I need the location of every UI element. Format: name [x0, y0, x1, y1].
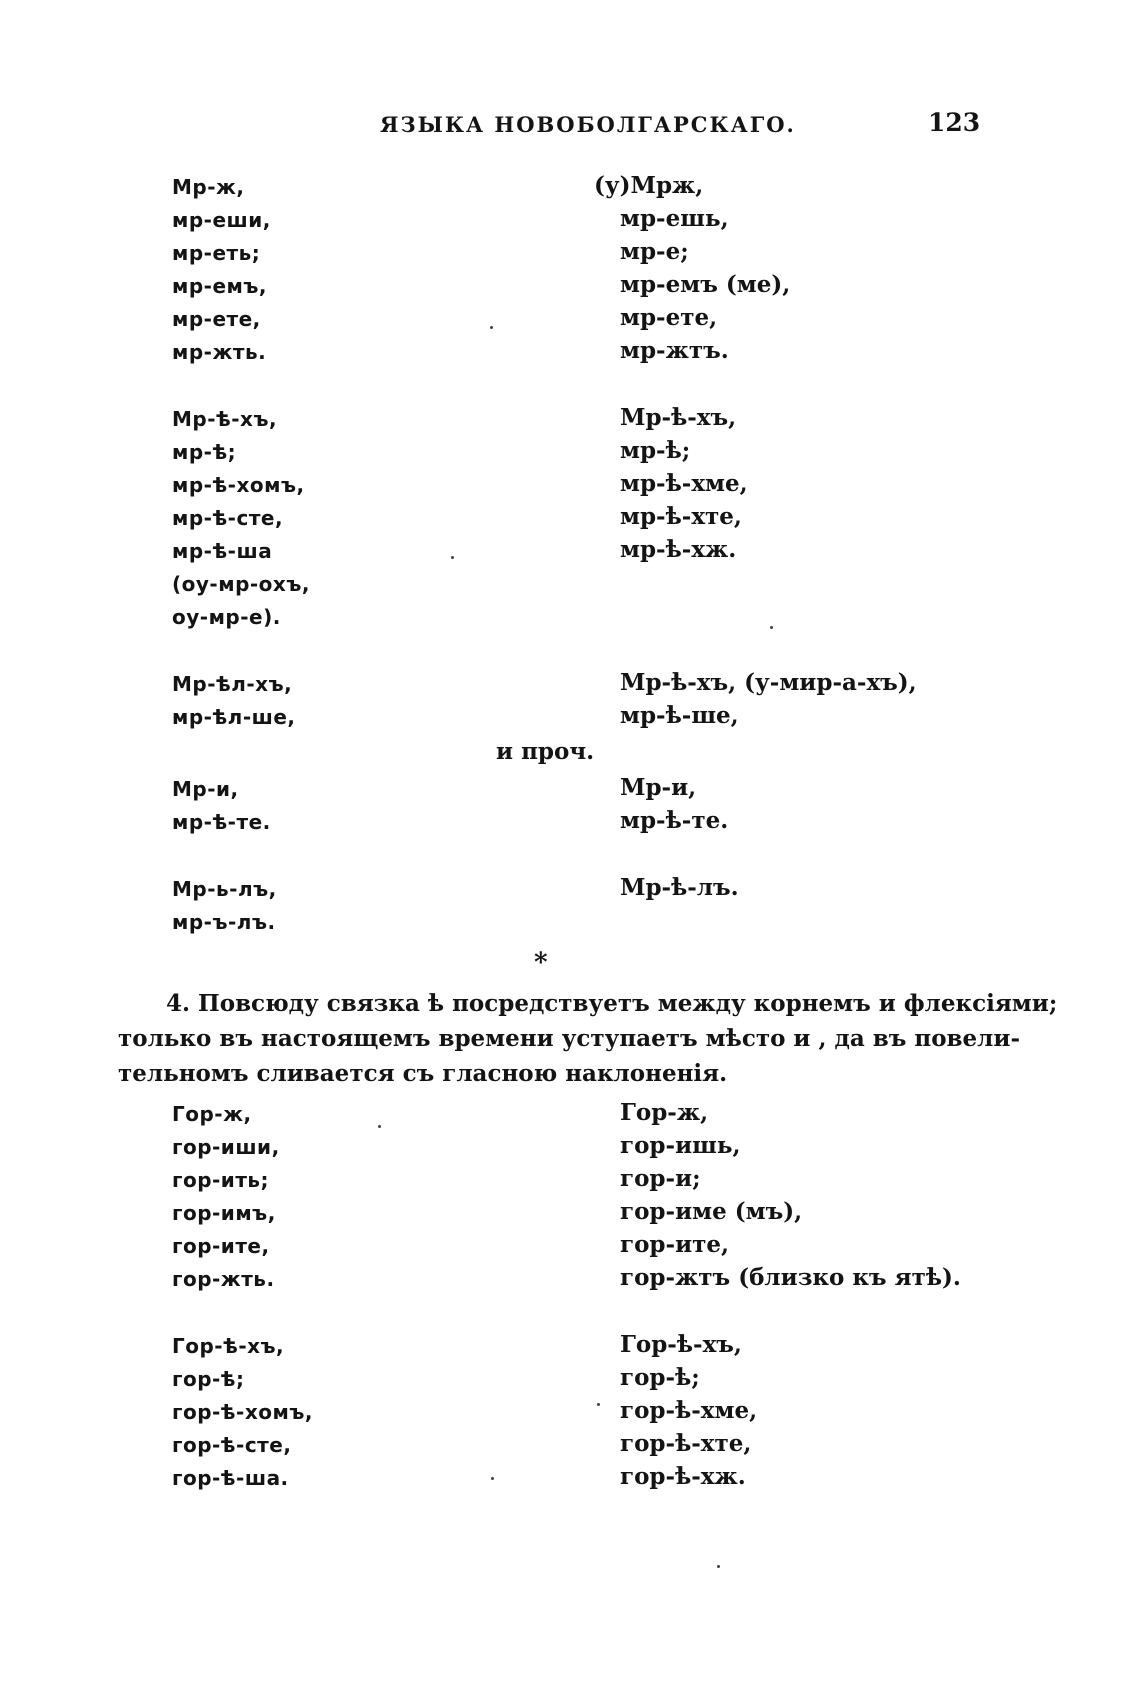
running-head: ЯЗЫКА НОВОБОЛГАРСКАГО.: [380, 112, 796, 137]
conjugation-right-line: Гор-ѣ-хъ,: [620, 1331, 742, 1358]
conjugation-left-line: мр-ѣ;: [172, 440, 237, 464]
scan-speck: [770, 626, 773, 629]
section-separator: *: [534, 948, 548, 978]
conjugation-right-line: (у)Мрж,: [594, 172, 704, 199]
conjugation-right-line: Мр-и,: [620, 774, 697, 801]
conjugation-left-line: гор-жть.: [172, 1267, 275, 1291]
conjugation-left-line: мр-ете,: [172, 307, 261, 331]
scan-speck: [491, 1477, 494, 1480]
conjugation-left-line: гор-ѣ-сте,: [172, 1433, 292, 1457]
conjugation-left-line: Мр-ѣ-хъ,: [172, 407, 278, 431]
conjugation-right-line: Мр-ѣ-хъ, (у-мир-а-хъ),: [620, 669, 917, 696]
conjugation-left-line: гор-ѣ-хомъ,: [172, 1400, 313, 1424]
conjugation-left-line: гор-ите,: [172, 1234, 270, 1258]
etc-note: и проч.: [496, 738, 595, 765]
conjugation-left-line: (оу-мр-охъ,: [172, 572, 310, 596]
conjugation-right-line: гор-име (мъ),: [620, 1198, 803, 1225]
conjugation-right-line: гор-ѣ;: [620, 1364, 700, 1391]
conjugation-right-line: гор-ишь,: [620, 1132, 741, 1159]
conjugation-right-line: мр-ѣ-те.: [620, 807, 729, 834]
conjugation-right-line: мр-ѣ-хме,: [620, 470, 748, 497]
conjugation-right-line: гор-ѣ-хте,: [620, 1430, 752, 1457]
conjugation-right-line: мр-ѣ-ше,: [620, 702, 739, 729]
conjugation-left-line: мр-ѣ-те.: [172, 810, 271, 834]
scan-speck: [378, 1125, 381, 1128]
conjugation-right-line: мр-ѣ;: [620, 437, 691, 464]
conjugation-left-line: мр-еши,: [172, 208, 271, 232]
conjugation-right-line: мр-жтъ.: [620, 337, 729, 364]
conjugation-right-line: Мр-ѣ-хъ,: [620, 404, 737, 431]
conjugation-left-line: Мр-ь-лъ,: [172, 877, 277, 901]
conjugation-left-line: мр-ъ-лъ.: [172, 910, 276, 934]
conjugation-right-line: гор-ѣ-хж.: [620, 1463, 746, 1490]
conjugation-right-line: гор-жтъ (близко къ ятѣ).: [620, 1264, 961, 1291]
paragraph-line: тельномъ сливается съ гласною наклоненiя.: [118, 1060, 728, 1087]
conjugation-left-line: мр-ѣ-ша: [172, 539, 273, 563]
paragraph-line: 4. Повсюду связка ѣ посредствуетъ между корнемъ и флексiями;: [166, 990, 1058, 1017]
conjugation-left-line: гор-имъ,: [172, 1201, 276, 1225]
conjugation-left-line: мр-жть.: [172, 340, 267, 364]
conjugation-right-line: Гор-ж,: [620, 1099, 709, 1126]
scan-speck: [597, 1403, 600, 1406]
scan-speck: [451, 556, 454, 559]
conjugation-right-line: мр-ешь,: [620, 205, 729, 232]
conjugation-left-line: мр-ѣ-сте,: [172, 506, 284, 530]
conjugation-left-line: оу-мр-е).: [172, 605, 281, 629]
conjugation-left-line: мр-еть;: [172, 241, 261, 265]
conjugation-right-line: мр-ѣ-хж.: [620, 536, 737, 563]
conjugation-left-line: мр-ѣ-хомъ,: [172, 473, 305, 497]
conjugation-left-line: гор-ить;: [172, 1168, 270, 1192]
conjugation-left-line: Гор-ж,: [172, 1102, 252, 1126]
scan-speck: [490, 326, 493, 329]
conjugation-right-line: гор-и;: [620, 1165, 701, 1192]
conjugation-left-line: Мр-ж,: [172, 175, 245, 199]
conjugation-left-line: Мр-и,: [172, 777, 239, 801]
conjugation-right-line: мр-е;: [620, 238, 689, 265]
conjugation-left-line: гор-иши,: [172, 1135, 280, 1159]
conjugation-right-line: мр-ѣ-хте,: [620, 503, 742, 530]
conjugation-left-line: Мр-ѣл-хъ,: [172, 672, 293, 696]
conjugation-left-line: Гор-ѣ-хъ,: [172, 1334, 285, 1358]
conjugation-right-line: гор-ѣ-хме,: [620, 1397, 758, 1424]
conjugation-left-line: мр-емъ,: [172, 274, 268, 298]
conjugation-left-line: гор-ѣ-ша.: [172, 1466, 289, 1490]
conjugation-left-line: мр-ѣл-ше,: [172, 705, 296, 729]
scan-speck: [717, 1565, 720, 1568]
conjugation-right-line: мр-емъ (ме),: [620, 271, 791, 298]
conjugation-right-line: мр-ете,: [620, 304, 718, 331]
page-number: 123: [928, 108, 981, 137]
conjugation-right-line: Мр-ѣ-лъ.: [620, 874, 739, 901]
conjugation-left-line: гор-ѣ;: [172, 1367, 245, 1391]
conjugation-right-line: гор-ите,: [620, 1231, 730, 1258]
paragraph-line: только въ настоящемъ времени уступаетъ мѣсто и , да въ повели-: [118, 1025, 1020, 1052]
